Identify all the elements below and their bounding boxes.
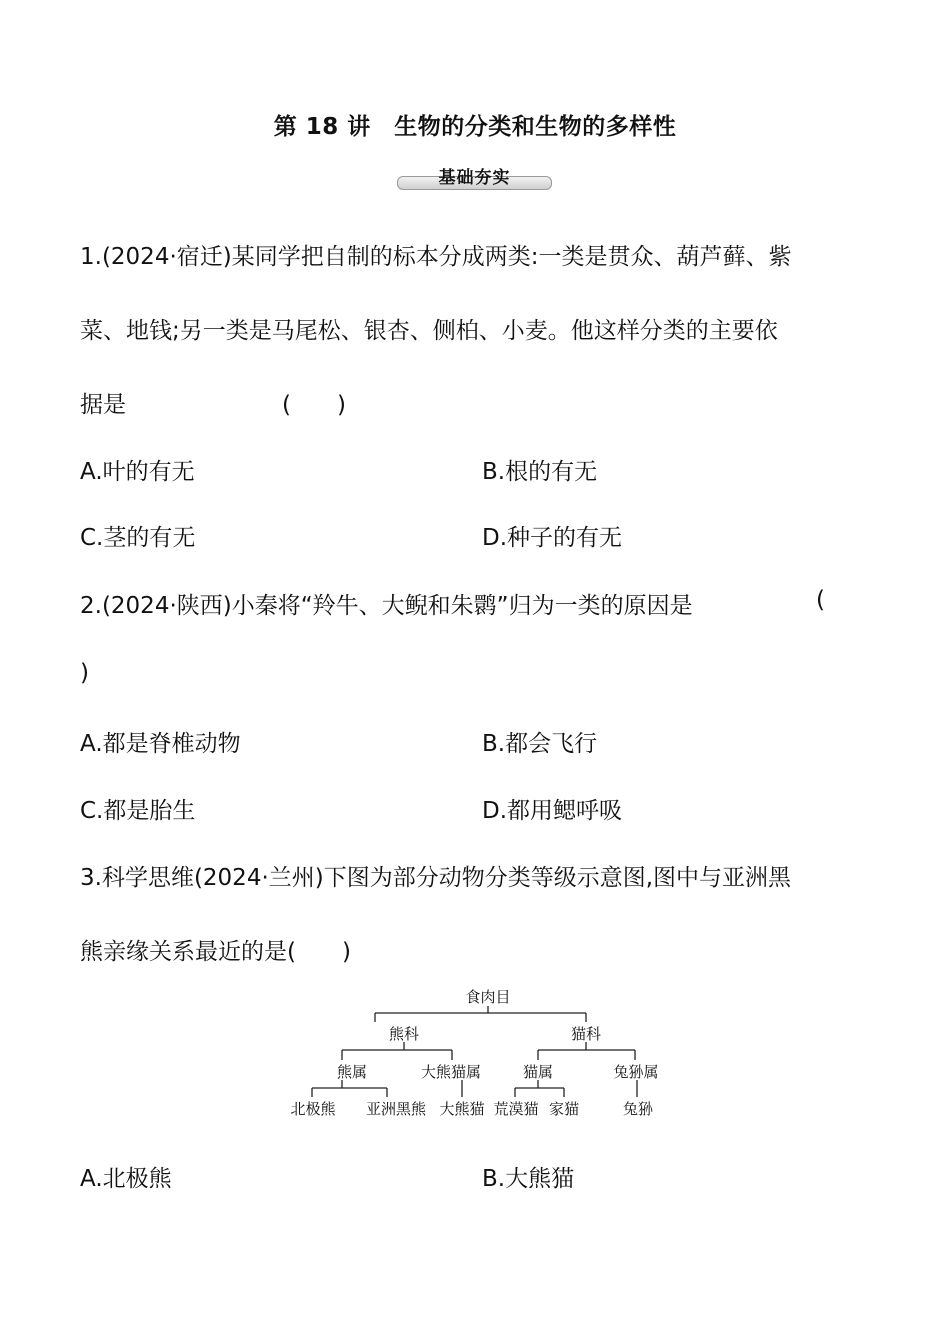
- question-1-option-a: A.叶的有无: [80, 459, 195, 485]
- question-2-option-c: C.都是胎生: [80, 798, 196, 824]
- question-2-option-b: B.都会飞行: [482, 731, 598, 757]
- tree-connectors: [312, 1006, 637, 1097]
- question-1-line-1: 1.(2024·宿迁)某同学把自制的标本分成两类:一类是贯众、葫芦藓、紫: [80, 244, 792, 270]
- question-1-answer-blank: ( ): [282, 392, 346, 418]
- question-2-option-d: D.都用鳃呼吸: [482, 798, 623, 824]
- node-family-bear: 熊科: [388, 1025, 420, 1043]
- question-1-option-b: B.根的有无: [482, 459, 598, 485]
- question-2-line-1: 2.(2024·陕西)小秦将“羚牛、大鲵和朱鹮”归为一类的原因是: [80, 593, 693, 619]
- question-1-option-c: C.茎的有无: [80, 525, 196, 551]
- section-badge-label: 基础夯实: [438, 168, 511, 188]
- node-species-giant-panda: 大熊猫: [439, 1100, 485, 1118]
- question-1-line-3: 据是: [80, 392, 126, 418]
- question-3-line-2: 熊亲缘关系最近的是( ): [80, 939, 351, 965]
- node-genus-bear: 熊属: [336, 1063, 368, 1081]
- node-genus-pallas-cat: 兔狲属: [613, 1063, 659, 1081]
- node-family-cat: 猫科: [570, 1025, 602, 1043]
- question-2-answer-blank: (: [816, 587, 825, 613]
- classification-tree-diagram: [280, 980, 680, 1125]
- node-genus-giant-panda: 大熊猫属: [420, 1063, 482, 1081]
- node-species-domestic-cat: 家猫: [548, 1100, 580, 1118]
- node-species-polar-bear: 北极熊: [290, 1100, 336, 1118]
- question-3-line-1: 3.科学思维(2024·兰州)下图为部分动物分类等级示意图,图中与亚洲黑: [80, 865, 792, 891]
- section-badge: [397, 163, 552, 191]
- question-3-option-a: A.北极熊: [80, 1166, 172, 1192]
- question-2-line-2: ): [80, 660, 89, 686]
- question-1-line-2: 菜、地钱;另一类是马尾松、银杏、侧柏、小麦。他这样分类的主要依: [80, 318, 778, 344]
- question-3-option-b: B.大熊猫: [482, 1166, 575, 1192]
- node-order: 食肉目: [465, 988, 511, 1006]
- node-species-pallas-cat: 兔狲: [622, 1100, 654, 1118]
- node-genus-cat: 猫属: [522, 1063, 554, 1081]
- page-title: 第 18 讲 生物的分类和生物的多样性: [273, 114, 677, 140]
- question-2-option-a: A.都是脊椎动物: [80, 731, 241, 757]
- node-species-asian-black-bear: 亚洲黑熊: [365, 1100, 427, 1118]
- node-species-chinese-mountain-cat: 荒漠猫: [493, 1100, 539, 1118]
- question-1-option-d: D.种子的有无: [482, 525, 623, 551]
